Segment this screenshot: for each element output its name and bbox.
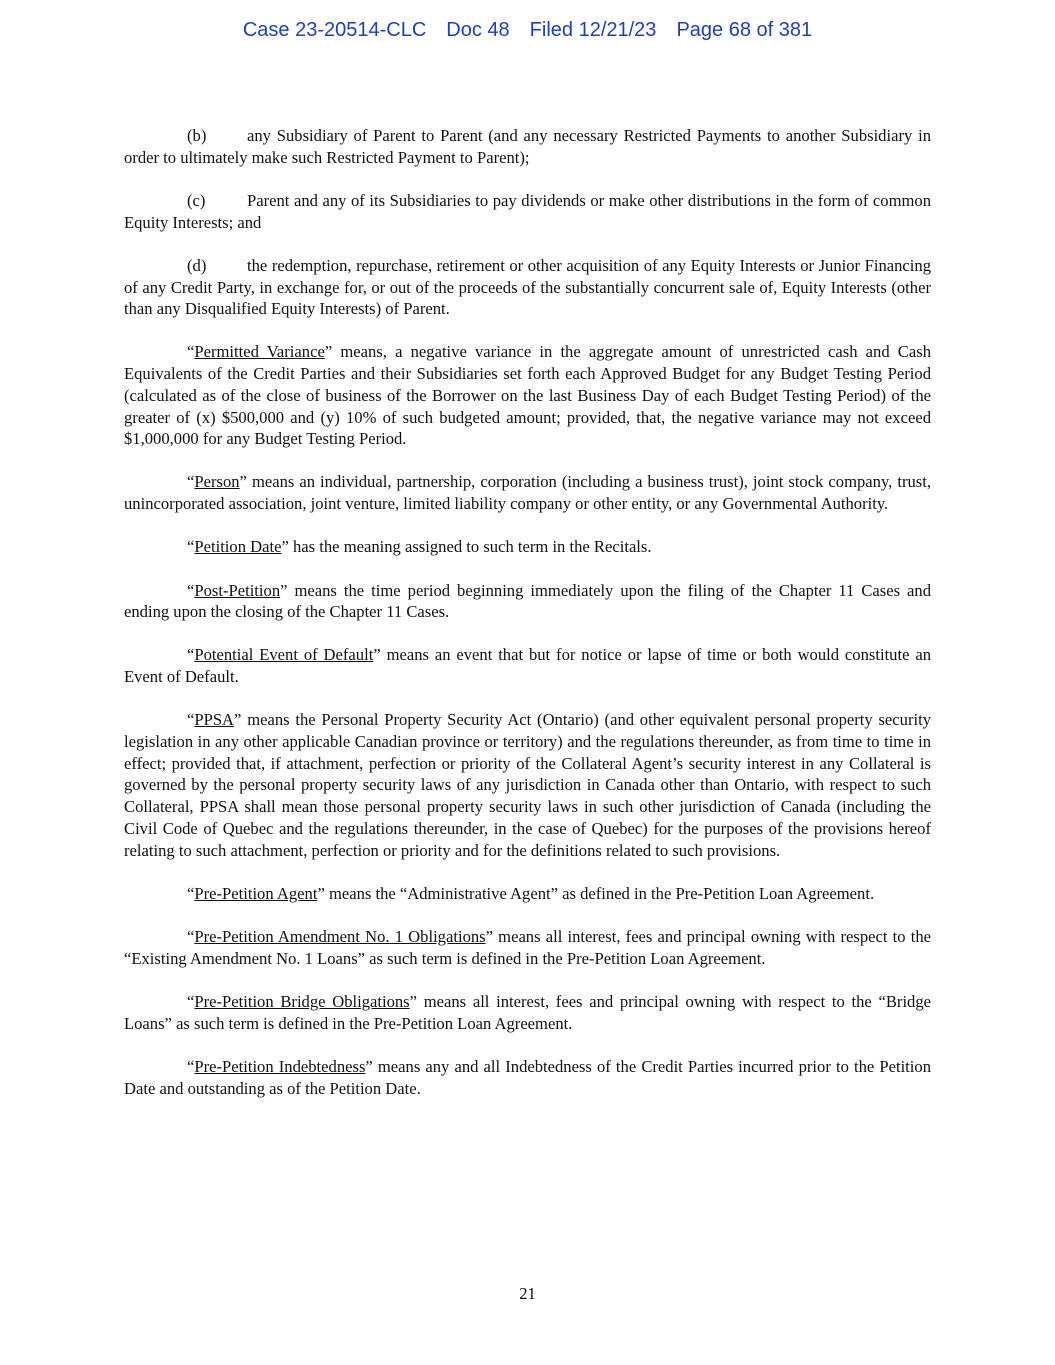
definition-ppsa: “PPSA” means the Personal Property Security Act (Ontario) (and other equivalent personal property security legislation in any other applicable Canadian province or territory) and the regulations thereunder, as from time to time in effect; provided that, if attachment, perfection or priority of the Collateral Agent’s security interest in any Collateral is governed by the personal property security laws of any jurisdiction in Canada other than Ontario, with respect to such Collateral, PPSA shall mean those personal property security laws in such other jurisdiction of Canada (including the Civil Code of Quebec and the regulations thereunder, in the case of Quebec) for the purposes of the provisions hereof relating to such attachment, perfection or priority and for the definitions related to such provisions. — [124, 710, 931, 860]
definition-text: means an event that but for notice or lapse of time or both would constitute an Event of Default. — [124, 645, 931, 687]
page-number: 21 — [519, 1284, 536, 1303]
definition-text: means all interest, fees and principal owning with respect to the “Bridge Loans” as such term is defined in the Pre-Petition Loan Agreement. — [124, 991, 932, 1033]
definition-text: means all interest, fees and principal owning with respect to the “Existing Amendment No. 1 Loans” as such term is defined in the Pre-Petition Loan Agreement. — [124, 926, 931, 968]
defined-term: Pre-Petition Bridge Obligations — [194, 991, 410, 1011]
definition-potential-event-of-default: “Potential Event of Default” means an event that but for notice or lapse of time or both would constitute an Event of Default. — [124, 645, 931, 687]
clause-text: the redemption, repurchase, retirement or other acquisition of any Equity Interests or Junior Financing of any Credit Party, in exchange for, or out of the proceeds of the substantially concurrent sale of, Equity Interests (other than any Disqualified Equity Interests) of Parent. — [124, 255, 931, 319]
definition-pre-petition-indebtedness: “Pre-Petition Indebtedness” means any and all Indebtedness of the Credit Parties incurred prior to the Petition Date and outstanding as of the Petition Date. — [124, 1056, 931, 1098]
defined-term: Pre-Petition Indebtedness — [194, 1056, 366, 1076]
page-indicator: Page 68 of 381 — [676, 19, 813, 41]
defined-term: PPSA — [194, 710, 235, 730]
defined-term: Pre-Petition Amendment No. 1 Obligations — [194, 926, 486, 946]
definition-pre-petition-amendment-obligations: “Pre-Petition Amendment No. 1 Obligations” means all interest, fees and principal owning with respect to the “Existing Amendment No. 1 Loans” as such term is defined in the Pre-Petition Loan Agreement. — [124, 926, 931, 968]
clause-label: (c) — [187, 190, 206, 210]
defined-term: Person — [194, 472, 240, 492]
definition-post-petition: “Post-Petition” means the time period beginning immediately upon the filing of the Chapter 11 Cases and ending upon the closing of the Chapter 11 Cases. — [124, 580, 932, 622]
clause-text: Parent and any of its Subsidiaries to pay dividends or make other distributions in the form of common Equity Interests; and — [124, 190, 931, 232]
doc-number: Doc 48 — [446, 19, 510, 41]
clause-label: (d) — [187, 255, 207, 275]
clause-label: (b) — [187, 126, 207, 145]
clause-c — [124, 190, 931, 233]
defined-term: Post-Petition — [194, 580, 281, 600]
definition-text: means an individual, partnership, corporation (including a business trust), joint stock company, trust, unincorporated association, joint venture, limited liability company or other entity, or any Governmental Authority. — [124, 472, 931, 514]
case-number: Case 23-20514-CLC — [242, 19, 427, 41]
document-body — [124, 125, 931, 1121]
definition-text: means the Personal Property Security Act (Ontario) (and other equivalent personal property security legislation in any other applicable Canadian province or territory) and the regulations thereunder, as from time to time in effect; provided that, if attachment, perfection or priority of the Collateral Agent’s security interest in any Collateral is governed by the personal property security laws of any jurisdiction in Canada other than Ontario, with respect to such Collateral, PPSA shall mean those personal property security laws in such other jurisdiction of Canada (including the Civil Code of Quebec and the regulations thereunder, in the case of Quebec) for the purposes of the provisions hereof relating to such attachment, perfection or priority and for the definitions related to such provisions. — [124, 710, 931, 860]
defined-term: Pre-Petition Agent — [194, 883, 318, 903]
clause-text: any Subsidiary of Parent to Parent (and any necessary Restricted Payments to another Subsidiary in order to ultimately make such Restricted Payment to Parent); — [124, 126, 931, 167]
definition-petition-date: “Petition Date” has the meaning assigned to such term in the Recitals. — [187, 537, 652, 557]
defined-term: Petition Date — [194, 537, 282, 557]
definition-permitted-variance: “Permitted Variance” means, a negative variance in the aggregate amount of unrestricted cash and Cash Equivalents of the Credit Parties and their Subsidiaries set forth each Approved Budget for any Budget Testing Period (calculated as of the close of business of the Borrower on the last Business Day of each Budget Testing Period) of the greater of (x) $500,000 and (y) 10% of such budgeted amount; provided, that, the negative variance may not exceed $1,000,000 for any Budget Testing Period. — [124, 342, 931, 449]
clause-d — [124, 255, 931, 320]
clause-b — [124, 125, 931, 168]
definition-person: “Person” means an individual, partnership, corporation (including a business trust), joint stock company, trust, unincorporated association, joint venture, limited liability company or other entity, or any Governmental Authority. — [124, 472, 931, 514]
definition-text: means the “Administrative Agent” as defined in the Pre-Petition Loan Agreement. — [328, 883, 875, 903]
definition-text: means any and all Indebtedness of the Credit Parties incurred prior to the Petition Date and outstanding as of the Petition Date. — [124, 1056, 931, 1098]
defined-term: Potential Event of Default — [194, 645, 374, 665]
defined-term: Permitted Variance — [194, 342, 325, 362]
filed-date: Filed 12/21/23 — [529, 19, 657, 41]
definition-pre-petition-bridge-obligations: “Pre-Petition Bridge Obligations” means all interest, fees and principal owning with respect to the “Bridge Loans” as such term is defined in the Pre-Petition Loan Agreement. — [124, 991, 932, 1033]
case-header — [0, 19, 1055, 42]
definition-text: means, a negative variance in the aggregate amount of unrestricted cash and Cash Equivalents of the Credit Parties and their Subsidiaries set forth each Approved Budget for any Budget Testing Period (calculated as of the close of business of the Borrower on the last Business Day of each Budget Testing Period) of the greater of (x) $500,000 and (y) 10% of such budgeted amount; provided, that, the negative variance may not exceed $1,000,000 for any Budget Testing Period. — [124, 342, 931, 449]
definition-text: means the time period beginning immediately upon the filing of the Chapter 11 Cases and ending upon the closing of the Chapter 11 Cases. — [124, 580, 932, 622]
definition-text: has the meaning assigned to such term in the Recitals. — [293, 537, 652, 557]
definition-pre-petition-agent: “Pre-Petition Agent” means the “Administrative Agent” as defined in the Pre-Petition Loan Agreement. — [187, 883, 875, 903]
